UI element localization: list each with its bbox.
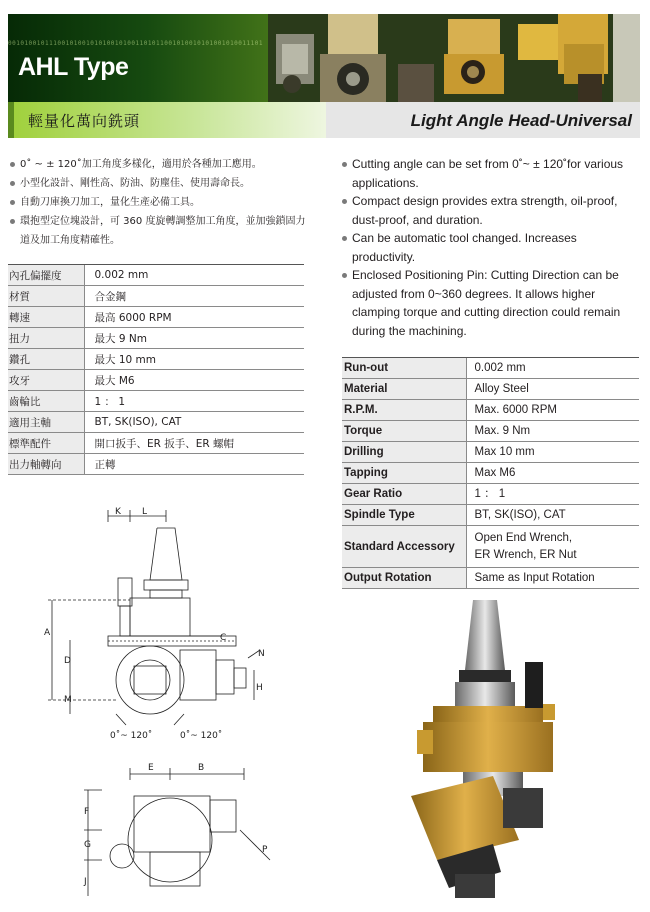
dim-label-m: M [64, 695, 72, 705]
feature-en-item: Enclosed Positioning Pin: Cutting Direction can be adjusted from 0~360 degrees. It allows higher clamping torque and cutting direction could remain during the machining. [342, 266, 642, 340]
feature-en-item: Compact design provides extra strength, oil-proof, dust-proof, and duration. [342, 192, 642, 229]
dim-label-l: L [142, 507, 148, 517]
spec-value: 合金鋼 [84, 286, 304, 307]
subtitle-zh: 輕量化萬向銑頭 [28, 112, 141, 130]
table-row [342, 526, 639, 568]
table-row [342, 505, 639, 526]
subtitle-accent-mark [8, 102, 14, 138]
table-row [8, 433, 304, 454]
spec-key: R.P.M. [342, 400, 466, 421]
header-banner [8, 14, 640, 102]
feature-en-item: Can be automatic tool changed. Increases productivity. [342, 229, 642, 266]
table-row [8, 265, 304, 286]
header-product-photos [268, 14, 640, 102]
spec-value: Max. 6000 RPM [466, 400, 639, 421]
table-row [342, 400, 639, 421]
spec-key: 標準配件 [8, 433, 84, 454]
dim-label-h: H [256, 683, 263, 693]
spec-key: 出力軸轉向 [8, 454, 84, 475]
table-row [8, 328, 304, 349]
spec-value: 正轉 [84, 454, 304, 475]
binary-decoration: 00101001011100101001010100101001101011001010010101001010011101 [8, 40, 263, 47]
spec-key: Run-out [342, 358, 466, 379]
dim-label-p: P [262, 845, 268, 855]
spec-key: Standard Accessory [342, 526, 466, 568]
spec-key: Drilling [342, 442, 466, 463]
spec-value: 最大 9 Nm [84, 328, 304, 349]
feature-en-item: Cutting angle can be set from 0˚~ ± 120˚for various applications. [342, 155, 642, 192]
table-row [8, 307, 304, 328]
table-row [342, 379, 639, 400]
table-row [8, 454, 304, 475]
spec-key: 攻牙 [8, 370, 84, 391]
spec-value: 最大 M6 [84, 370, 304, 391]
dim-label-e: E [148, 763, 154, 773]
dim-label-n: N [258, 649, 265, 659]
spec-value: 1 ： 1 [84, 391, 304, 412]
spec-key: 扭力 [8, 328, 84, 349]
spec-value: 0.002 mm [466, 358, 639, 379]
spec-value: Alloy Steel [466, 379, 639, 400]
subtitle-zh-panel [8, 102, 326, 138]
spec-key: Output Rotation [342, 568, 466, 589]
spec-value: Max 10 mm [466, 442, 639, 463]
spec-value: BT, SK(ISO), CAT [466, 505, 639, 526]
dim-label-k: K [115, 507, 121, 517]
spec-value: 1 ： 1 [466, 484, 639, 505]
spec-key: 材質 [8, 286, 84, 307]
spec-value-line: Open End Wrench, [474, 531, 573, 544]
technical-drawing [30, 500, 310, 900]
table-row [342, 421, 639, 442]
subtitle-bar [8, 102, 640, 138]
spec-value-line: ER Wrench, ER Nut [474, 548, 577, 561]
table-row [8, 349, 304, 370]
spec-value: Same as Input Rotation [466, 568, 639, 589]
spec-value: 最高 6000 RPM [84, 307, 304, 328]
spec-key: 內孔偏擺度 [8, 265, 84, 286]
table-row [8, 286, 304, 307]
angle-label-right: 0˚~ 120˚ [180, 731, 223, 741]
table-row [342, 484, 639, 505]
spec-key: 齒輪比 [8, 391, 84, 412]
spec-key: 鑽孔 [8, 349, 84, 370]
table-row [342, 463, 639, 484]
feature-zh-item: 環抱型定位塊設計，可 360 度旋轉調整加工角度，並加強鎖固力道及加工角度精確性。 [10, 212, 310, 250]
feature-zh-item: 自動刀庫換刀加工，量化生產必備工具。 [10, 193, 310, 212]
dim-label-c: C [220, 633, 227, 643]
spec-key: Material [342, 379, 466, 400]
table-row [8, 412, 304, 433]
table-row [342, 442, 639, 463]
spec-value: 0.002 mm [84, 265, 304, 286]
table-row [8, 391, 304, 412]
dim-label-d: D [64, 656, 71, 666]
spec-key: 轉速 [8, 307, 84, 328]
table-row [342, 358, 639, 379]
dim-label-g: G [84, 840, 91, 850]
spec-key: Spindle Type [342, 505, 466, 526]
specs-zh-table [8, 264, 304, 475]
dim-label-f: F [84, 807, 90, 817]
spec-value: Max. 9 Nm [466, 421, 639, 442]
subtitle-en: Light Angle Head-Universal [410, 111, 632, 130]
table-row [342, 568, 639, 589]
spec-key: 適用主軸 [8, 412, 84, 433]
specs-en-table [342, 357, 639, 589]
dim-label-j: J [84, 877, 87, 887]
feature-zh-item: 小型化設計、剛性高、防油、防塵佳、使用壽命長。 [10, 174, 310, 193]
subtitle-en-panel [326, 102, 640, 138]
features-zh-list [10, 155, 310, 250]
spec-value: 最大 10 mm [84, 349, 304, 370]
spec-value: BT, SK(ISO), CAT [84, 412, 304, 433]
table-row [8, 370, 304, 391]
features-en-list [342, 155, 642, 340]
spec-key: Tapping [342, 463, 466, 484]
angle-label-left: 0˚~ 120˚ [110, 731, 153, 741]
product-photo [393, 600, 583, 905]
spec-value: Max M6 [466, 463, 639, 484]
spec-key: Torque [342, 421, 466, 442]
spec-key: Gear Ratio [342, 484, 466, 505]
feature-zh-item: 0˚ ~ ± 120˚加工角度多樣化，適用於各種加工應用。 [10, 155, 310, 174]
dim-label-b: B [198, 763, 205, 773]
spec-value [466, 526, 639, 568]
dim-label-a: A [44, 628, 51, 638]
page-title: AHL Type [18, 53, 129, 81]
spec-value: 開口扳手、ER 扳手、ER 螺帽 [84, 433, 304, 454]
